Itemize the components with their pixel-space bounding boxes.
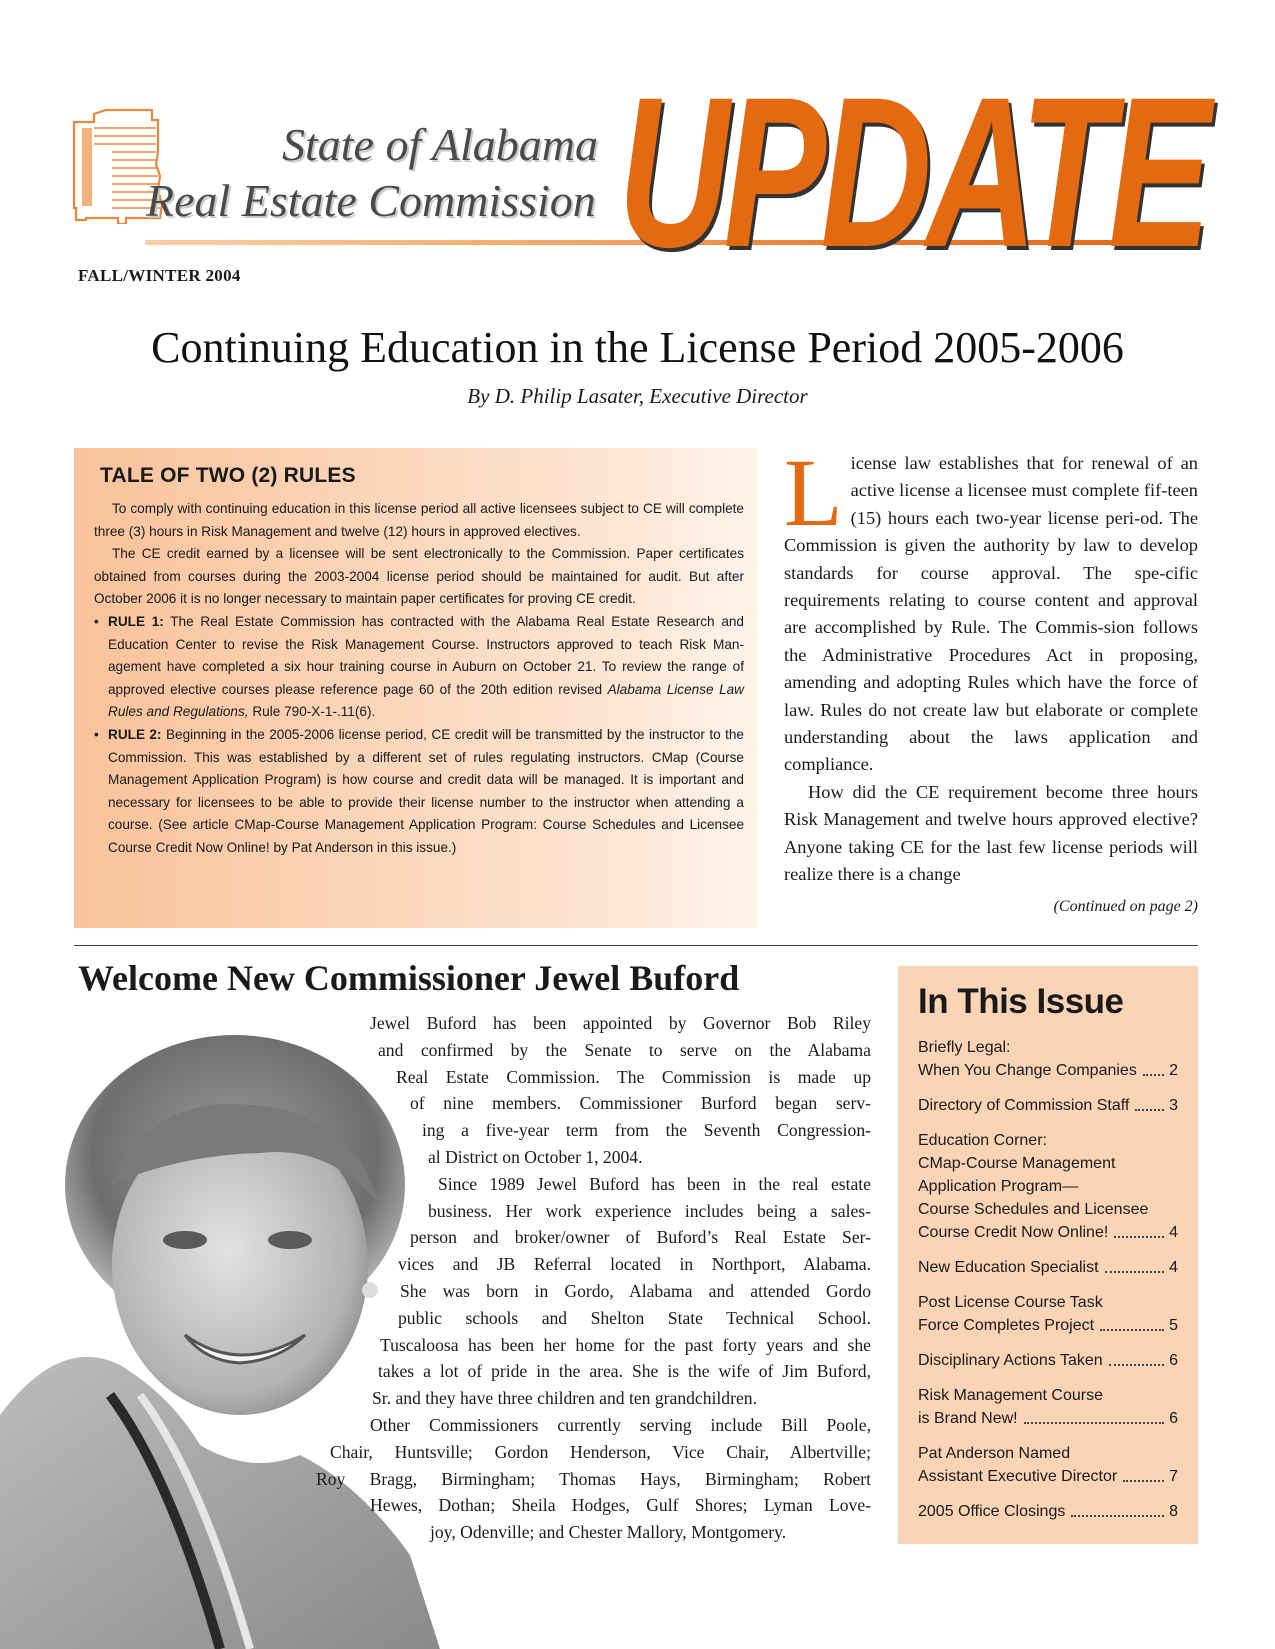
article-byline: By D. Philip Lasater, Executive Director xyxy=(467,384,808,408)
toc-leader-dots xyxy=(1100,1314,1164,1331)
toc-entry-final-line xyxy=(918,1094,1178,1117)
toc-leader-dots xyxy=(1024,1407,1165,1424)
article-paragraph-2: How did the CE requirement become three hours Risk Management and twelve hours approved elective? Anyone taking CE for the last few license periods will realize there is a change xyxy=(784,781,1198,885)
toc-leader-dots xyxy=(1123,1465,1164,1482)
toc-page-number: 4 xyxy=(1169,1259,1178,1276)
welcome-line: business. Her work experience includes being a sales- xyxy=(428,1200,871,1221)
toc-entry-label: is Brand New! xyxy=(918,1410,1018,1427)
welcome-body xyxy=(316,1010,871,1546)
drop-cap: L xyxy=(784,439,843,546)
toc-entry-final-line xyxy=(918,1500,1178,1523)
toc-entry-line: CMap-Course Management xyxy=(918,1155,1116,1172)
toc-leader-dots xyxy=(1135,1094,1164,1111)
rule-1-reference: Alabama License Law Rules and Regulations, xyxy=(108,681,745,720)
welcome-line: of nine members. Commissioner Burford began serv- xyxy=(410,1093,871,1114)
toc-entry-final-line xyxy=(918,1221,1178,1244)
rule-2-text: Beginning in the 2005-2006 license period, CE credit will be transmitted by the instructor to the Commission. This was established by a different set of rules regulating instructors. CMap (Course Management Application Program) is how course and credit data will be managed. It is important and necessary for licensees to be able to provide their license number to the instructor when attending a course. (See article CMap-Course Management Application Program: Course Schedules and Licensee Course Credit Now Online! by Pat Anderson in this issue.) xyxy=(108,726,744,855)
welcome-line: Sr. and they have three children and ten grandchildren. xyxy=(372,1388,757,1409)
toc-entry[interactable] xyxy=(918,1256,1178,1279)
toc-leader-dots xyxy=(1143,1059,1164,1076)
welcome-line: person and broker/owner of Buford’s Real Estate Ser- xyxy=(410,1227,871,1248)
toc-entry-line: Risk Management Course xyxy=(918,1387,1103,1404)
toc-entry-line: Course Schedules and Licensee xyxy=(918,1201,1149,1218)
toc-leader-dots xyxy=(1105,1256,1165,1273)
welcome-line: Since 1989 Jewel Buford has been in the real estate xyxy=(438,1173,871,1194)
rules-box-title: TALE OF TWO (2) RULES xyxy=(100,464,356,487)
toc-leader-dots xyxy=(1071,1500,1164,1517)
toc-entry-label: Disciplinary Actions Taken xyxy=(918,1352,1103,1369)
toc-page-number: 8 xyxy=(1169,1503,1178,1520)
in-this-issue-box xyxy=(898,966,1198,1544)
welcome-line: ing a five-year term from the Seventh Congression- xyxy=(422,1120,871,1141)
masthead-title: UPDATE xyxy=(618,53,1206,292)
toc-leader-dots xyxy=(1109,1349,1164,1366)
toc-page-number: 5 xyxy=(1169,1317,1178,1334)
welcome-line: Jewel Buford has been appointed by Governor Bob Riley xyxy=(370,1013,871,1033)
org-name-line-1: State of Alabama xyxy=(282,119,599,170)
toc-page-number: 7 xyxy=(1169,1468,1178,1485)
toc-entry-label: When You Change Companies xyxy=(918,1062,1137,1079)
welcome-line: Chair, Huntsville; Gordon Henderson, Vice Chair, Albertville; xyxy=(330,1441,871,1462)
toc-entry[interactable] xyxy=(918,1094,1178,1117)
toc-page-number: 3 xyxy=(1169,1097,1178,1114)
toc-entry-label: Assistant Executive Director xyxy=(918,1468,1118,1485)
toc-entry[interactable] xyxy=(918,1500,1178,1523)
toc-entry-line: Pat Anderson Named xyxy=(918,1445,1071,1462)
welcome-line: public schools and Shelton State Technical School. xyxy=(398,1307,871,1328)
welcome-line: Other Commissioners currently serving include Bill Poole, xyxy=(370,1414,871,1435)
toc-entry-final-line xyxy=(918,1465,1178,1488)
toc-entry-final-line xyxy=(918,1349,1178,1372)
toc-entry[interactable] xyxy=(918,1291,1178,1337)
welcome-line: Hewes, Dothan; Sheila Hodges, Gulf Shores; Lyman Love- xyxy=(370,1495,871,1516)
rule-1-label: RULE 1: xyxy=(108,613,164,629)
toc-page-number: 6 xyxy=(1169,1352,1178,1369)
toc-entry[interactable] xyxy=(918,1129,1178,1244)
welcome-line: Real Estate Commission. The Commission is made up xyxy=(396,1066,871,1087)
continued-note: (Continued on page 2) xyxy=(1053,898,1198,915)
rule-1-text: The Real Estate Commission has contracted with the Alabama Real Estate Research and Education Center to revise the Risk Management Course. Instructors approved to teach Risk Man-agement have completed a six hour training course in Auburn on October 21. To review the range of approved elective courses please reference page 60 of the 20th edition revised xyxy=(108,613,744,697)
article-headline: Continuing Education in the License Period 2005-2006 xyxy=(151,323,1124,372)
bullet-icon: • xyxy=(94,613,99,629)
toc-entry-final-line xyxy=(918,1059,1178,1082)
welcome-line: vices and JB Referral located in Northport, Alabama. xyxy=(398,1254,871,1275)
org-name-line-2: Real Estate Commission xyxy=(146,175,596,226)
toc-page-number: 6 xyxy=(1169,1410,1178,1427)
rule-2-item xyxy=(94,724,744,860)
article-paragraph-1-text: icense law establishes that for renewal of an active license a licensee must complete fif-teen (15) hours each two-year license peri-od. The Commission is given the authority by law to develop standards for course approval. The spe-cific requirements relating to course content and approval are accomplished by Rule. The Commis-sion follows the Administrative Procedures Act in proposing, amending and adopting Rules which have the force of law. Rules do not create law but elaborate or complete understanding about the laws application and compliance. xyxy=(784,453,1198,775)
toc-list xyxy=(918,1036,1178,1523)
welcome-line: She was born in Gordo, Alabama and attended Gordo xyxy=(400,1280,871,1301)
toc-entry-label: New Education Specialist xyxy=(918,1259,1099,1276)
toc-entry-label: Directory of Commission Staff xyxy=(918,1097,1130,1114)
toc-entry[interactable] xyxy=(918,1349,1178,1372)
toc-entry-label: Course Credit Now Online! xyxy=(918,1224,1109,1241)
toc-entry-line: Education Corner: xyxy=(918,1132,1047,1149)
toc-entry-final-line xyxy=(918,1256,1178,1279)
welcome-line: joy, Odenville; and Chester Mallory, Montgomery. xyxy=(430,1522,787,1543)
toc-entry-label: Force Completes Project xyxy=(918,1317,1095,1334)
welcome-line: and confirmed by the Senate to serve on the Alabama xyxy=(378,1039,871,1060)
welcome-line: al District on October 1, 2004. xyxy=(428,1146,643,1167)
welcome-line: Tuscaloosa has been her home for the past forty years and she xyxy=(380,1334,871,1355)
toc-leader-dots xyxy=(1114,1221,1164,1238)
toc-page-number: 2 xyxy=(1169,1062,1178,1079)
toc-entry[interactable] xyxy=(918,1442,1178,1488)
rules-sidebar-box xyxy=(74,448,758,928)
toc-entry-final-line xyxy=(918,1407,1178,1430)
toc-title: In This Issue xyxy=(918,982,1124,1021)
issue-date: FALL/WINTER 2004 xyxy=(78,266,241,285)
rules-paragraph-1: To comply with continuing education in this license period all active licensees subject to CE will complete three (3) hours in Risk Management and twelve (12) hours in approved electives. xyxy=(94,501,744,539)
section-divider xyxy=(74,945,1198,946)
toc-page-number: 4 xyxy=(1169,1224,1178,1241)
toc-entry-line: Post License Course Task xyxy=(918,1294,1103,1311)
rule-1-item xyxy=(94,611,744,724)
toc-entry-line: Briefly Legal: xyxy=(918,1039,1011,1056)
toc-entry[interactable] xyxy=(918,1384,1178,1430)
rule-1-tail: Rule 790-X-1-.11(6). xyxy=(252,704,376,720)
welcome-heading: Welcome New Commissioner Jewel Buford xyxy=(78,958,740,998)
toc-entry[interactable] xyxy=(918,1036,1178,1082)
welcome-line: takes a lot of pride in the area. She is the wife of Jim Buford, xyxy=(378,1361,871,1382)
rule-2-label: RULE 2: xyxy=(108,726,162,742)
rules-paragraph-2: The CE credit earned by a licensee will be sent electronically to the Commission. Paper certificates obtained from courses during the 2003-2004 license period should be maintained for audit. But after October 2006 it is no longer necessary to maintain paper certificates for proving CE credit. xyxy=(94,546,744,607)
toc-entry-label: 2005 Office Closings xyxy=(918,1503,1066,1520)
toc-entry-line: Application Program— xyxy=(918,1178,1079,1195)
toc-entry-final-line xyxy=(918,1314,1178,1337)
article-paragraph-1 xyxy=(784,439,1198,779)
welcome-line: Roy Bragg, Birmingham; Thomas Hays, Birmingham; Robert xyxy=(316,1468,871,1489)
bullet-icon: • xyxy=(94,726,99,742)
article-body xyxy=(784,439,1198,889)
